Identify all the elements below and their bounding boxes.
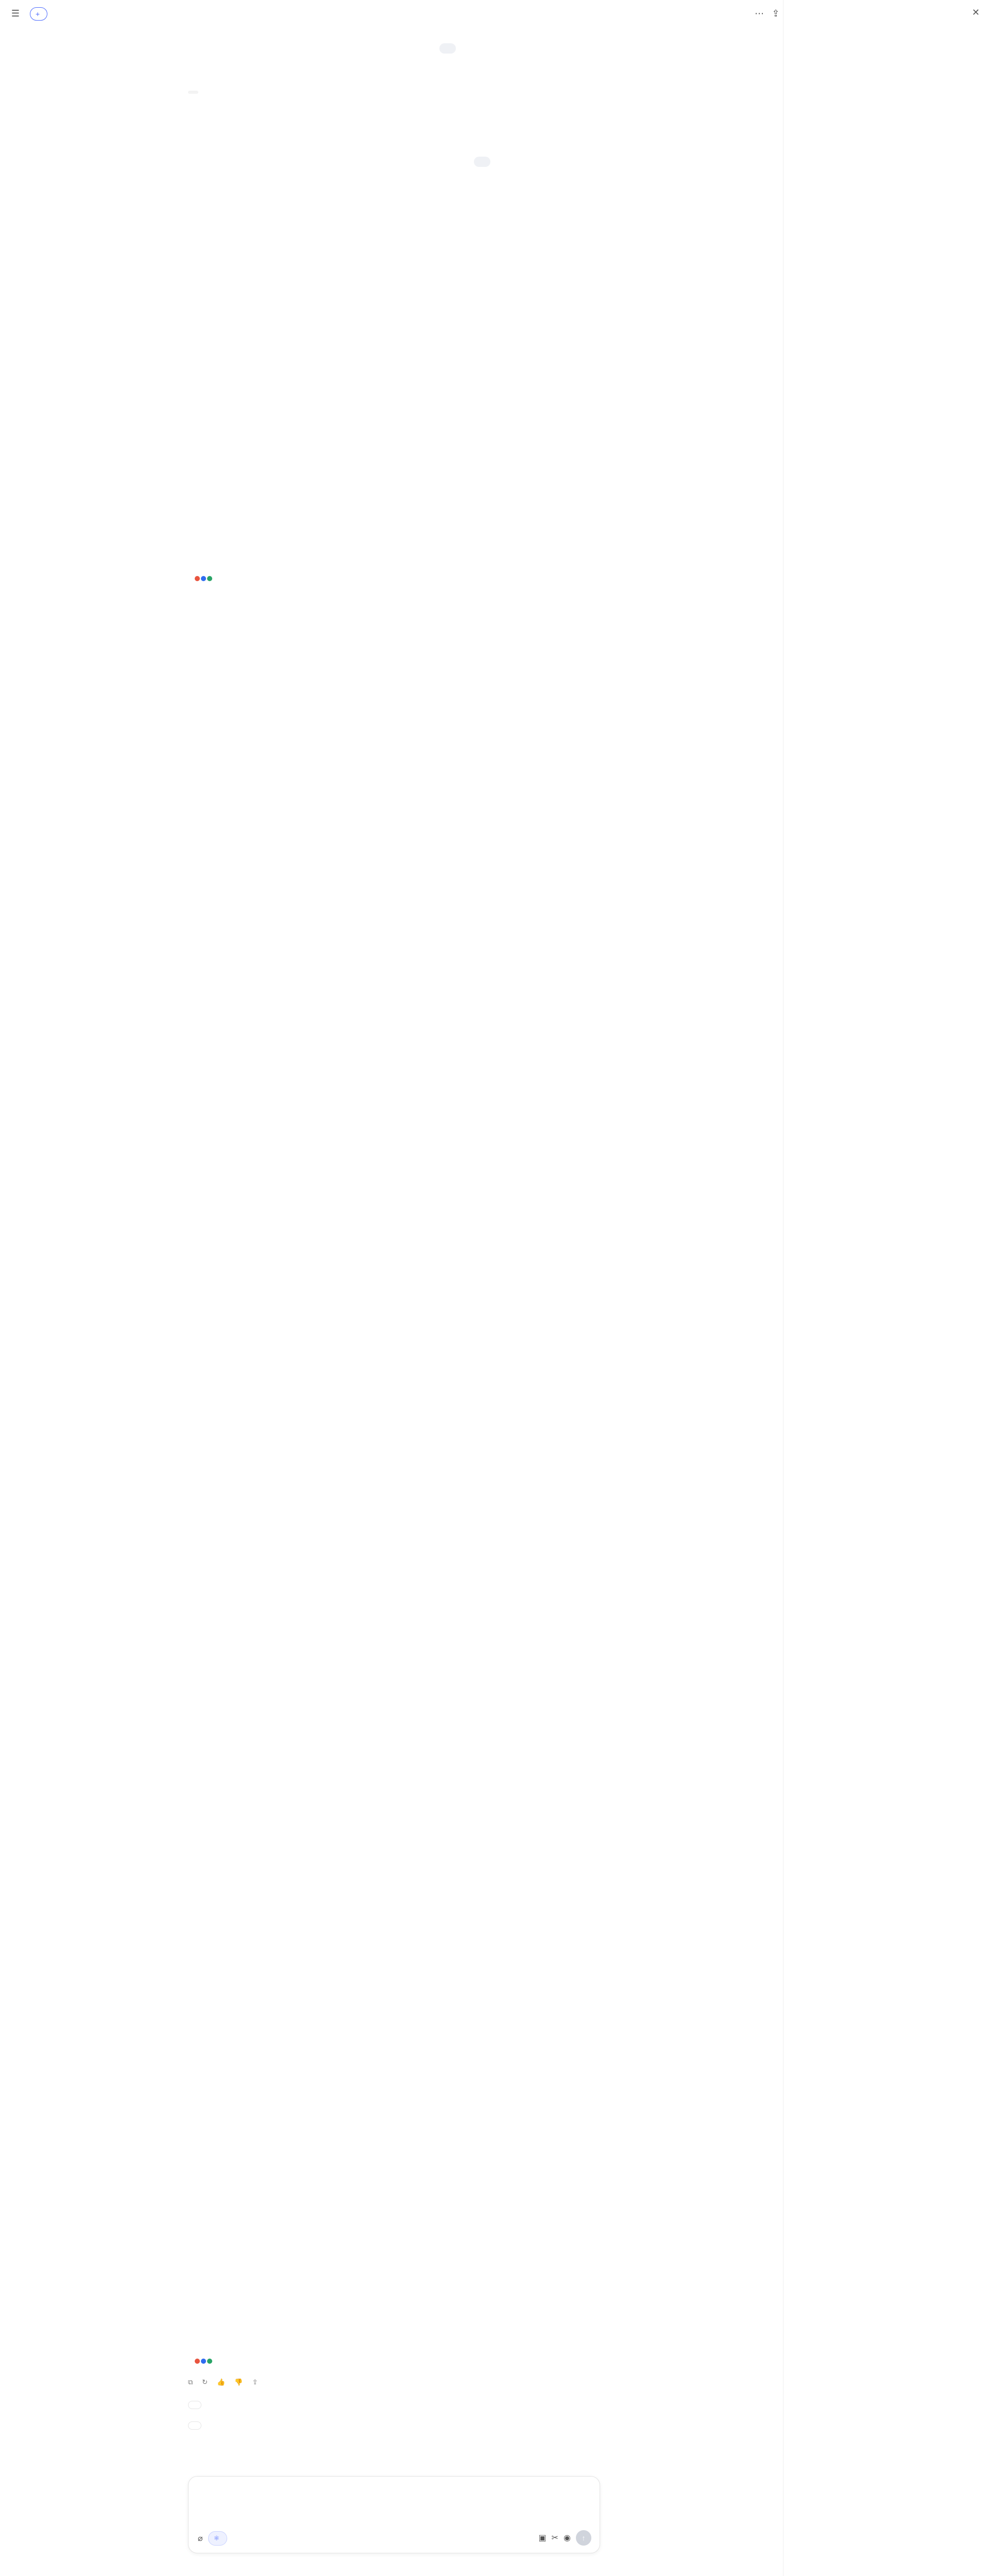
thumbs-up-icon: 👍 <box>217 2378 226 2386</box>
user-message-1 <box>439 43 456 54</box>
answer-count-pill[interactable] <box>188 91 198 94</box>
suggestion-1[interactable] <box>188 2401 201 2409</box>
bottom-reference-row[interactable] <box>195 2359 215 2364</box>
refresh-icon: ↻ <box>202 2378 208 2386</box>
thumbs-down-icon: 👎 <box>234 2378 243 2386</box>
regenerate-button[interactable] <box>202 2378 208 2386</box>
answer-actions <box>188 2378 258 2386</box>
send-button[interactable] <box>576 2530 591 2546</box>
share-icon: ⇪ <box>252 2378 258 2386</box>
copy-icon: ⧉ <box>188 2378 193 2386</box>
copy-button[interactable] <box>188 2378 193 2386</box>
new-chat-button[interactable] <box>30 7 47 21</box>
attach-icon[interactable]: ⌀ <box>198 2534 203 2543</box>
suggestion-2[interactable] <box>188 2421 201 2430</box>
microphone-icon[interactable]: ◉ <box>564 2534 571 2543</box>
search-results-panel <box>783 0 989 2576</box>
scissors-icon[interactable]: ✂ <box>551 2534 559 2543</box>
top-bar <box>0 0 783 27</box>
sidebar-toggle-icon[interactable]: ☰ <box>11 8 20 19</box>
source-favicons <box>195 576 212 581</box>
reference-row[interactable] <box>195 576 215 581</box>
share-answer-button[interactable] <box>252 2378 258 2386</box>
message-input-box[interactable] <box>188 2476 600 2553</box>
source-favicons <box>195 2359 212 2364</box>
close-icon[interactable]: ✕ <box>971 7 980 18</box>
share-icon[interactable]: ⇪ <box>772 8 780 19</box>
arrow-up-icon: ↑ <box>582 2534 586 2542</box>
thumbs-down-button[interactable] <box>234 2378 243 2386</box>
deep-think-button[interactable] <box>208 2531 228 2546</box>
atom-icon: ⚛ <box>213 2534 220 2542</box>
user-message-2 <box>474 157 490 167</box>
more-icon[interactable]: ⋯ <box>755 8 764 19</box>
plus-icon: + <box>36 10 40 18</box>
image-icon[interactable]: ▣ <box>538 2534 547 2543</box>
thumbs-up-button[interactable] <box>217 2378 225 2386</box>
